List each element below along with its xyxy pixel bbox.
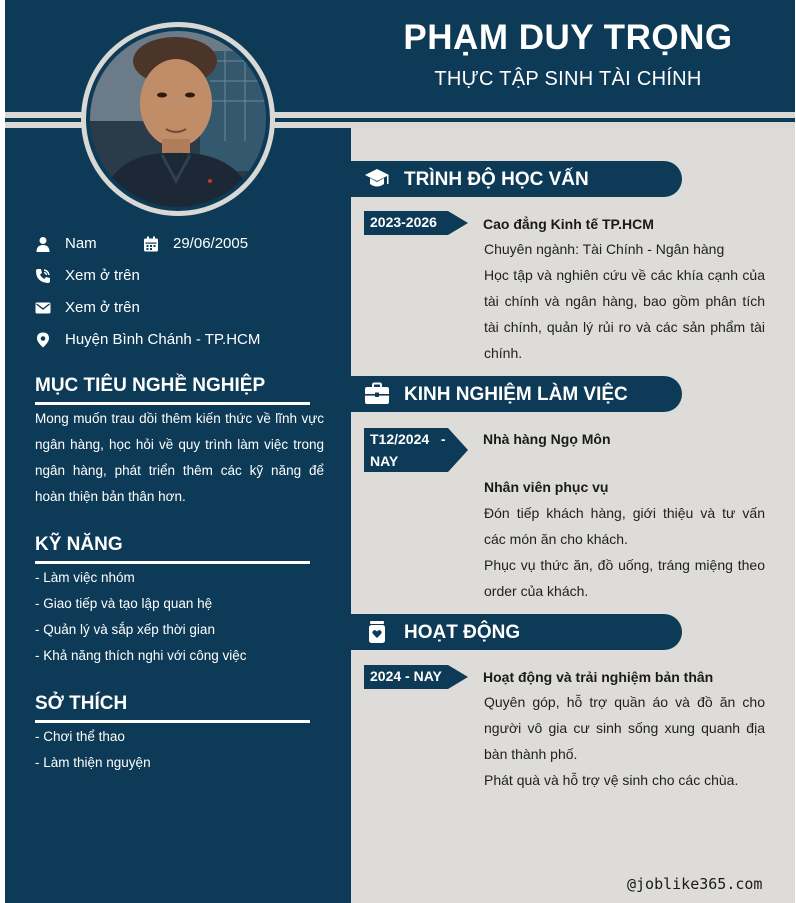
skills-heading: KỸ NĂNG	[35, 534, 123, 555]
education-major: Chuyên ngành: Tài Chính - Ngân hàng	[484, 241, 725, 257]
experience-heading: KINH NGHIỆM LÀM VIỆC	[404, 384, 628, 405]
briefcase-icon	[364, 382, 390, 406]
activities-description: Phát quà và hỗ trợ vệ sinh cho các chùa.	[484, 772, 739, 788]
activities-description: Quyên góp, hỗ trợ quần áo và đồ ăn cho người vô gia cư sinh sống xung quanh địa bàn thành phố.	[484, 694, 765, 762]
map-pin-icon	[35, 332, 51, 348]
skills-underline	[35, 561, 310, 564]
hobbies-underline	[35, 720, 310, 723]
education-date: 2023-2026	[370, 214, 437, 230]
education-heading: TRÌNH ĐỘ HỌC VẤN	[404, 169, 589, 190]
gender-value: Nam	[65, 235, 97, 252]
gender-row	[35, 234, 135, 254]
activities-section-header	[351, 614, 682, 650]
phone-row	[35, 266, 315, 286]
experience-section-header	[351, 376, 682, 412]
education-date-tag	[364, 211, 468, 235]
objective-text: Mong muốn trau dồi thêm kiến thức về lĩnh vực ngân hàng, học hỏi về quy trình làm việc trong ngân hàng, phát triển thêm các kỹ năng để hoàn thiện bản thân hơn.	[35, 411, 324, 504]
user-icon	[35, 236, 51, 252]
activities-title: Hoạt động và trải nghiệm bản thân	[483, 669, 714, 685]
skill-item: - Giao tiếp và tạo lập quan hệ	[35, 596, 213, 611]
avatar	[90, 31, 266, 207]
skill-item: - Làm việc nhóm	[35, 570, 135, 585]
footer-website: @joblike365.com	[627, 875, 763, 893]
activities-date-tag	[364, 665, 468, 689]
phone-icon	[35, 268, 51, 284]
address-row	[35, 330, 335, 350]
candidate-title: THỰC TẬP SINH TÀI CHÍNH	[434, 68, 702, 90]
experience-position: Nhân viên phục vụ	[484, 479, 609, 495]
experience-date-start: T12/2024 -	[370, 431, 446, 447]
experience-duty: Phục vụ thức ăn, đồ uống, tráng miệng theo order của khách.	[484, 557, 765, 599]
calendar-icon	[143, 236, 159, 252]
phone-value: Xem ở trên	[65, 267, 140, 284]
skill-item: - Khả năng thích nghi với công việc	[35, 648, 247, 663]
candidate-name: PHẠM DUY TRỌNG	[403, 18, 733, 57]
birthday-row	[143, 234, 293, 254]
address-value: Huyện Bình Chánh - TP.HCM	[65, 331, 261, 348]
objective-underline	[35, 402, 310, 405]
objective-heading: MỤC TIÊU NGHỀ NGHIỆP	[35, 375, 266, 396]
resume-page	[5, 0, 795, 903]
education-description: Học tập và nghiên cứu về các khía cạnh của tài chính và ngân hàng, bao gồm phân tích tài chính, quản lý rủi ro và các sản phẩm tài chính.	[484, 267, 765, 361]
activities-date: 2024 - NAY	[370, 668, 442, 684]
birthday-value: 29/06/2005	[173, 235, 249, 252]
email-value: Xem ở trên	[65, 299, 140, 316]
activities-heading: HOẠT ĐỘNG	[404, 622, 521, 643]
graduation-cap-icon	[364, 167, 390, 191]
hobby-item: - Làm thiện nguyện	[35, 755, 151, 770]
email-row	[35, 298, 315, 318]
experience-date-tag	[364, 428, 468, 472]
activity-badge-icon	[364, 620, 390, 644]
education-school: Cao đẳng Kinh tế TP.HCM	[483, 216, 654, 232]
hobbies-heading: SỞ THÍCH	[35, 693, 128, 714]
experience-company: Nhà hàng Ngọ Môn	[483, 431, 611, 447]
hobby-item: - Chơi thể thao	[35, 729, 125, 744]
envelope-icon	[35, 300, 51, 316]
education-section-header	[351, 161, 682, 197]
skill-item: - Quản lý và sắp xếp thời gian	[35, 622, 215, 637]
experience-date-end: NAY	[370, 453, 399, 469]
experience-duty: Đón tiếp khách hàng, giới thiệu và tư vấn các món ăn cho khách.	[484, 505, 765, 547]
